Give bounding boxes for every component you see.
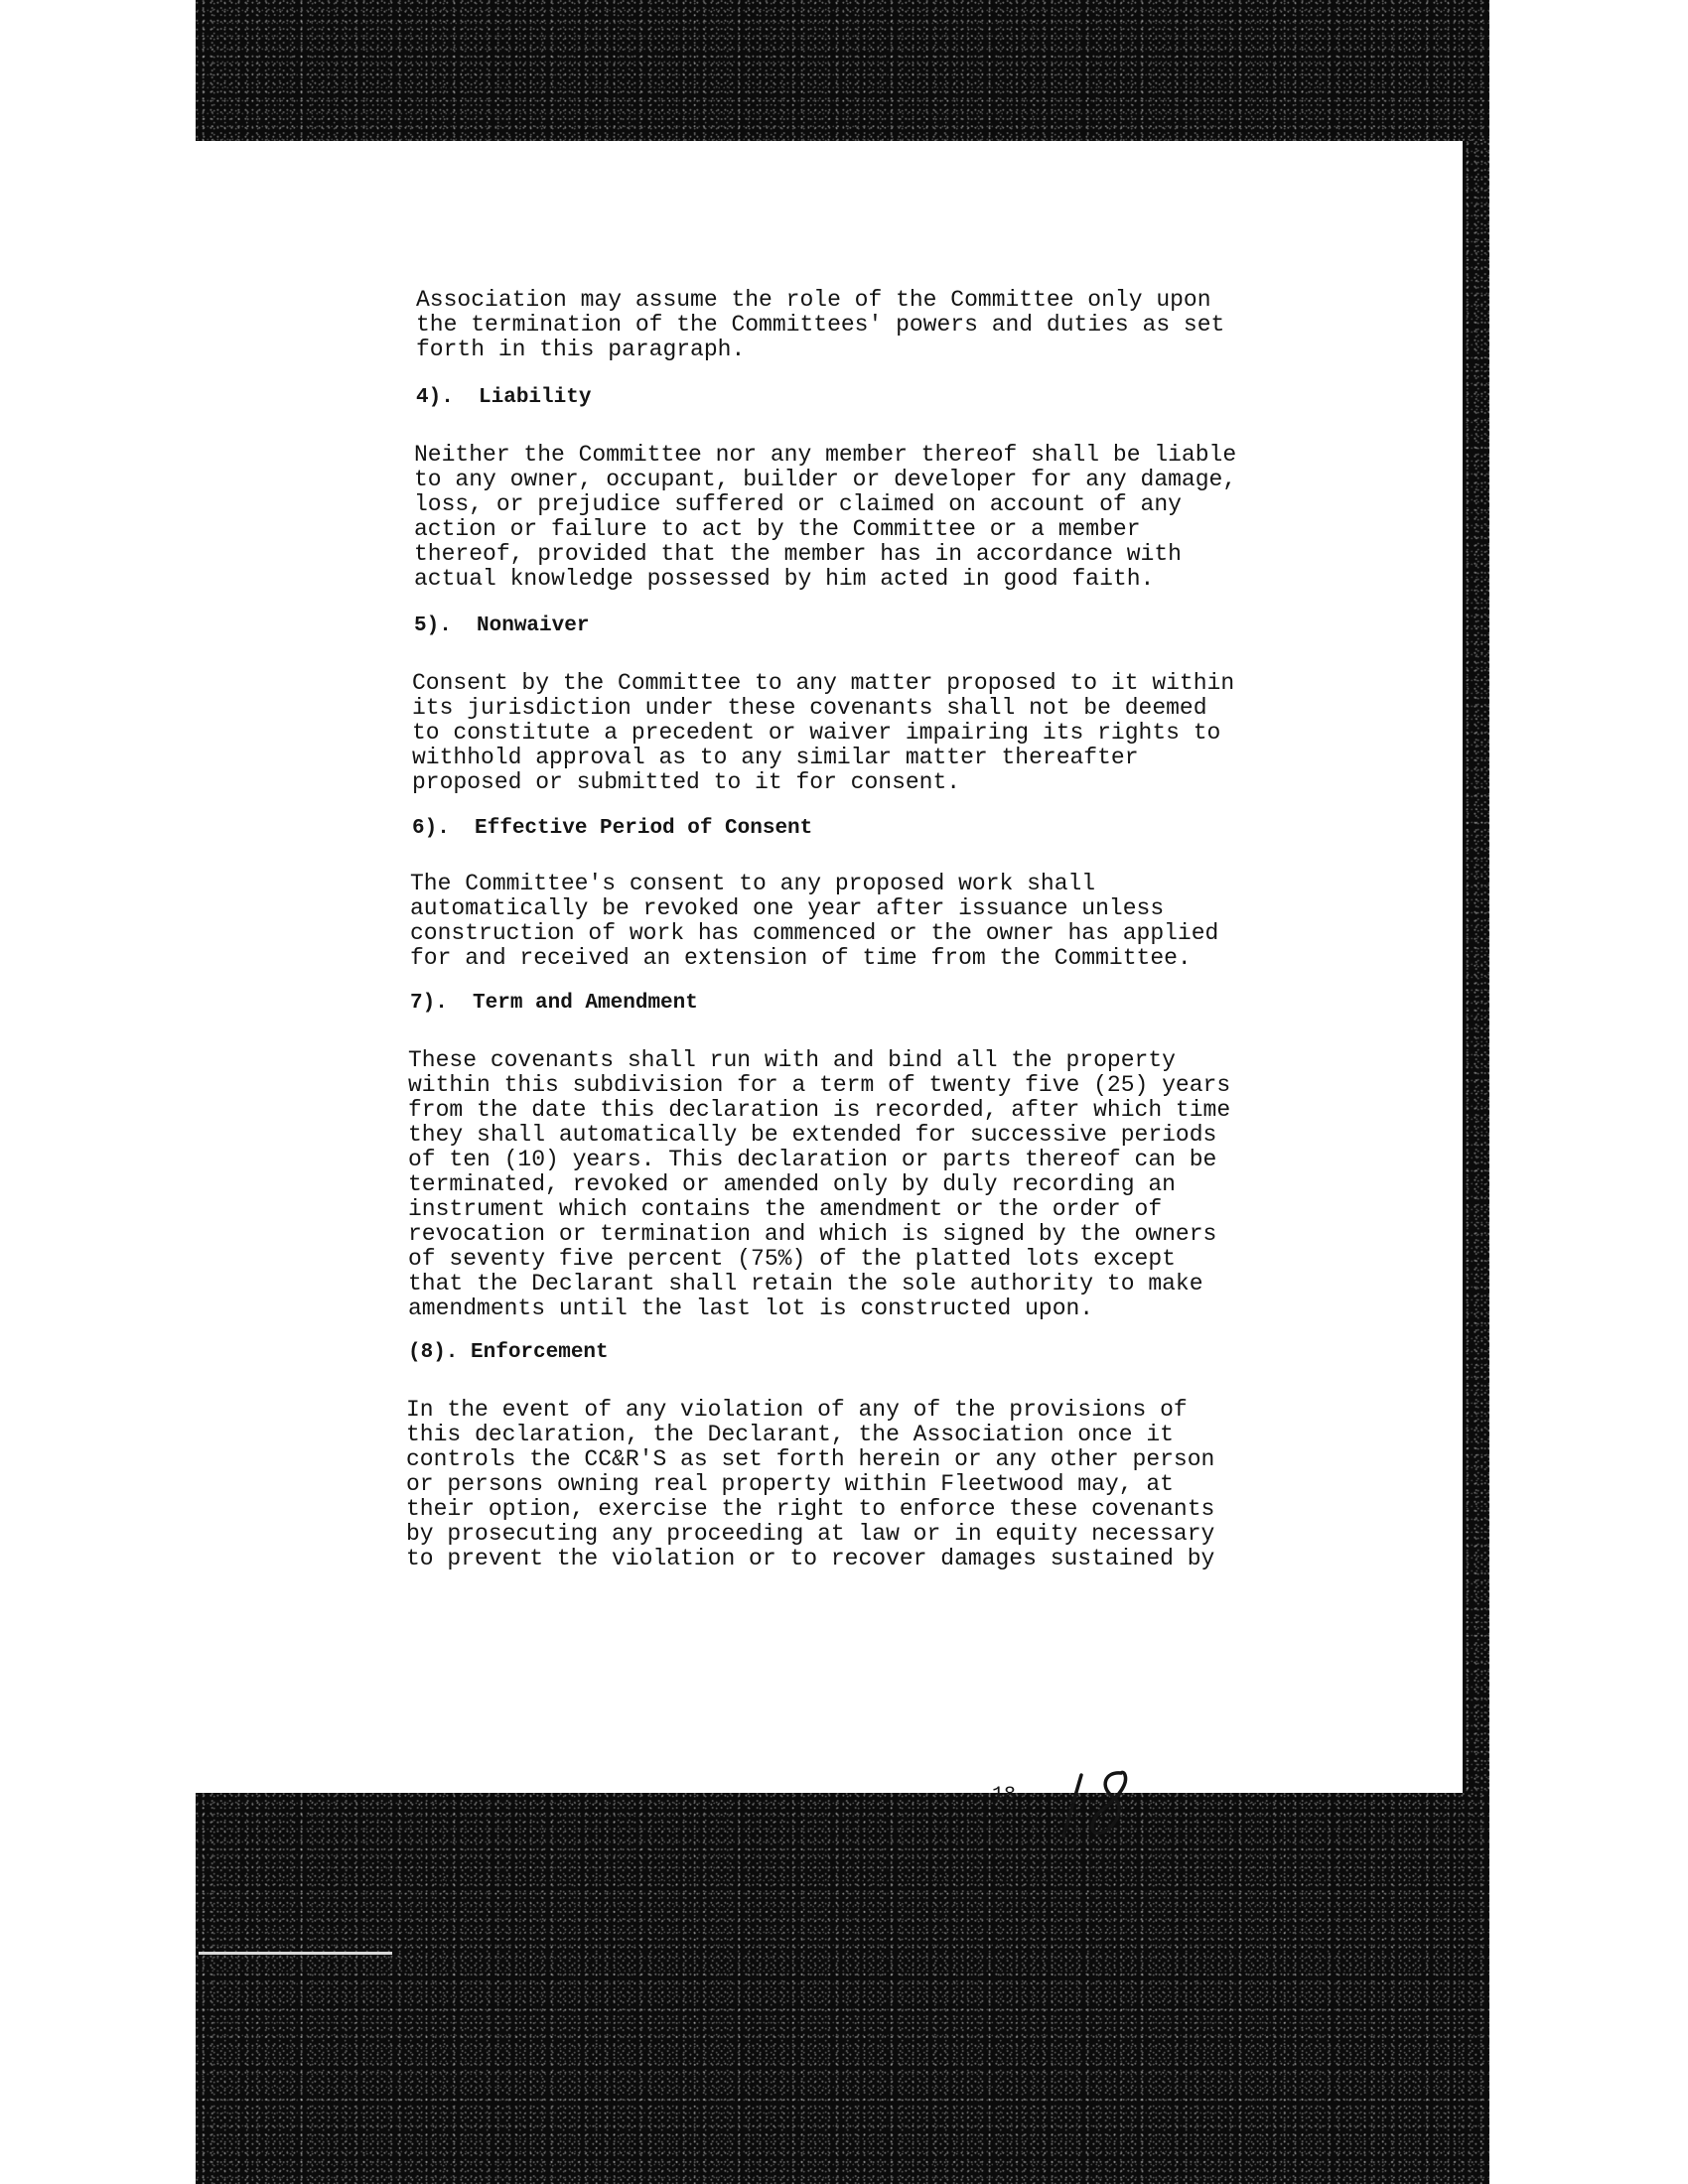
section-body-nonwaiver: Consent by the Committee to any matter proposed to it within its jurisdiction under these covenants shall not be deemed to constitute a precedent or waiver impairing its rights to withhold approval as to any similar matter thereafter proposed or submitted to it for consent. — [412, 670, 1235, 795]
scanner-background-bottom — [196, 1793, 1489, 2184]
section-heading-nonwaiver: 5). Nonwaiver — [414, 614, 590, 637]
section-body-effective-period: The Committee's consent to any proposed work shall automatically be revoked one year after issuance unless construction of work has commenced or the owner has applied for and received an extension of time from the Committee. — [410, 871, 1219, 971]
section-heading-enforcement: (8). Enforcement — [408, 1341, 609, 1364]
section-heading-term-amendment: 7). Term and Amendment — [410, 992, 698, 1015]
document-page — [196, 141, 1463, 1807]
handwritten-page-number — [1055, 1767, 1155, 1846]
intro-paragraph: Association may assume the role of the Committee only upon the termination of the Committees' powers and duties as set forth in this paragraph. — [416, 287, 1225, 362]
section-body-liability: Neither the Committee nor any member thereof shall be liable to any owner, occupant, builder or developer for any damage, loss, or prejudice suffered or claimed on account of any action or failure to act by the Committee or a member thereof, provided that the member has in accordance with actual knowledge possessed by him acted in good faith. — [414, 442, 1237, 592]
page-number: -18- — [980, 1784, 1029, 1807]
section-body-enforcement: In the event of any violation of any of the provisions of this declaration, the Declarant, the Association once it controls the CC&R'S as set forth herein or any other person or persons owning real property within Fleetwood may, at their option, exercise the right to enforce these covenants by prosecuting any proceeding at law or in equity necessary to prevent the violation or to recover damages sustained by — [406, 1397, 1215, 1571]
section-body-term-amendment: These covenants shall run with and bind all the property within this subdivision for a term of twenty five (25) years from the date this declaration is recorded, after which time they shall automatically be extended for successive periods of ten (10) years. This declaration or parts thereof can be terminated, revoked or amended only by duly recording an instrument which contains the amendment or the order of revocation or termination and which is signed by the owners of seventy five percent (75%) of the platted lots except that the Declarant shall retain the sole authority to make amendments until the last lot is constructed upon. — [408, 1047, 1231, 1321]
scanner-background-top — [196, 0, 1489, 141]
section-heading-liability: 4). Liability — [416, 386, 592, 409]
section-heading-effective-period: 6). Effective Period of Consent — [412, 817, 813, 840]
scan-streak-mark — [199, 1952, 392, 1955]
scanner-background-right-edge — [1460, 141, 1489, 1793]
